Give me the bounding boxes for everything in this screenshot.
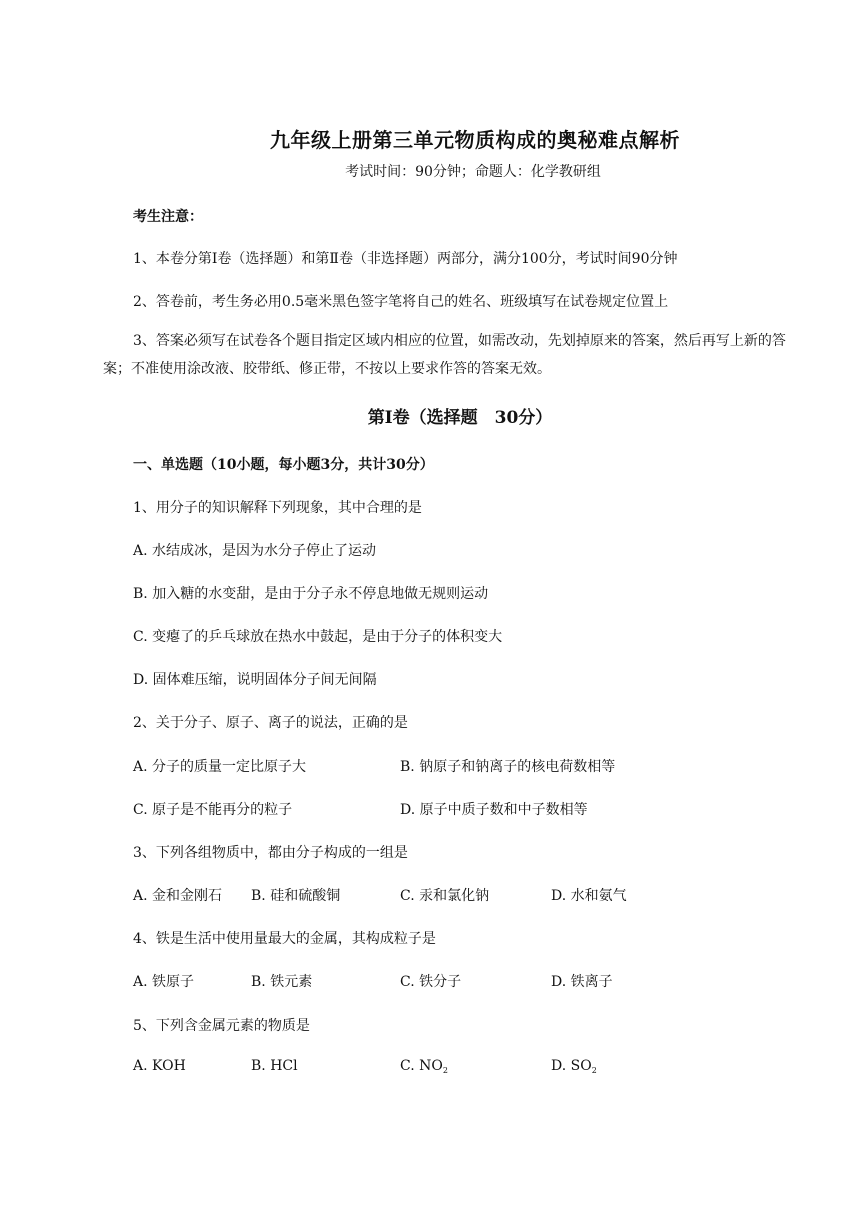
notice-item: 2、答卷前，考生务必用0.5毫米黑色签字笔将自己的姓名、班级填写在试卷规定位置上: [133, 294, 669, 310]
page-title: 九年级上册第三单元物质构成的奥秘难点解析: [270, 128, 680, 152]
notice-item: 1、本卷分第Ⅰ卷（选择题）和第Ⅱ卷（非选择题）两部分，满分100分，考试时间90分钟: [133, 251, 678, 267]
answer-option: C. 原子是不能再分的粒子: [133, 802, 293, 818]
question-stem: 5、下列含金属元素的物质是: [133, 1018, 310, 1034]
subscript: 2: [442, 1066, 448, 1075]
answer-option: A. 金和金刚石: [133, 888, 223, 904]
option-text: D. SO: [551, 1058, 592, 1074]
answer-option: D. 原子中质子数和中子数相等: [400, 802, 588, 818]
answer-option: C. 铁分子: [400, 974, 462, 990]
exam-info: 考试时间：90分钟；命题人：化学教研组: [345, 164, 601, 180]
notice-heading: 考生注意：: [133, 209, 203, 225]
answer-option: [400, 1058, 448, 1075]
answer-option: A. 铁原子: [133, 974, 195, 990]
answer-option: D. 水和氨气: [551, 888, 627, 904]
answer-option: D. 铁离子: [551, 974, 613, 990]
question-stem: 4、铁是生活中使用量最大的金属，其构成粒子是: [133, 931, 436, 947]
question-stem: 1、用分子的知识解释下列现象，其中合理的是: [133, 500, 422, 516]
option-text: C. NO: [400, 1058, 443, 1074]
answer-option: C. 汞和氯化钠: [400, 888, 490, 904]
question-stem: 2、关于分子、原子、离子的说法，正确的是: [133, 715, 408, 731]
answer-option: B. 铁元素: [251, 974, 313, 990]
part-heading: 一、单选题（10小题，每小题3分，共计30分）: [133, 457, 434, 473]
answer-option: [551, 1058, 597, 1075]
answer-option: B. 硅和硫酸铜: [251, 888, 341, 904]
subscript: 2: [591, 1066, 597, 1075]
answer-option: A. 水结成冰，是因为水分子停止了运动: [133, 543, 377, 559]
answer-option: B. 钠原子和钠离子的核电荷数相等: [400, 759, 616, 775]
answer-option: D. 固体难压缩，说明固体分子间无间隔: [133, 672, 377, 688]
answer-option: B. 加入糖的水变甜，是由于分子永不停息地做无规则运动: [133, 586, 489, 602]
answer-option: B. HCl: [251, 1058, 298, 1074]
answer-option: A. KOH: [133, 1058, 186, 1074]
section-title: 第Ⅰ卷（选择题 30分）: [367, 408, 553, 428]
answer-option: C. 变瘪了的乒乓球放在热水中鼓起，是由于分子的体积变大: [133, 629, 503, 645]
notice-item: 3、答案必须写在试卷各个题目指定区域内相应的位置，如需改动，先划掉原来的答案，然后再写上新的答案；不准使用涂改液、胶带纸、修正带，不按以上要求作答的答案无效。: [103, 333, 786, 377]
answer-option: A. 分子的质量一定比原子大: [133, 759, 307, 775]
question-stem: 3、下列各组物质中，都由分子构成的一组是: [133, 845, 408, 861]
